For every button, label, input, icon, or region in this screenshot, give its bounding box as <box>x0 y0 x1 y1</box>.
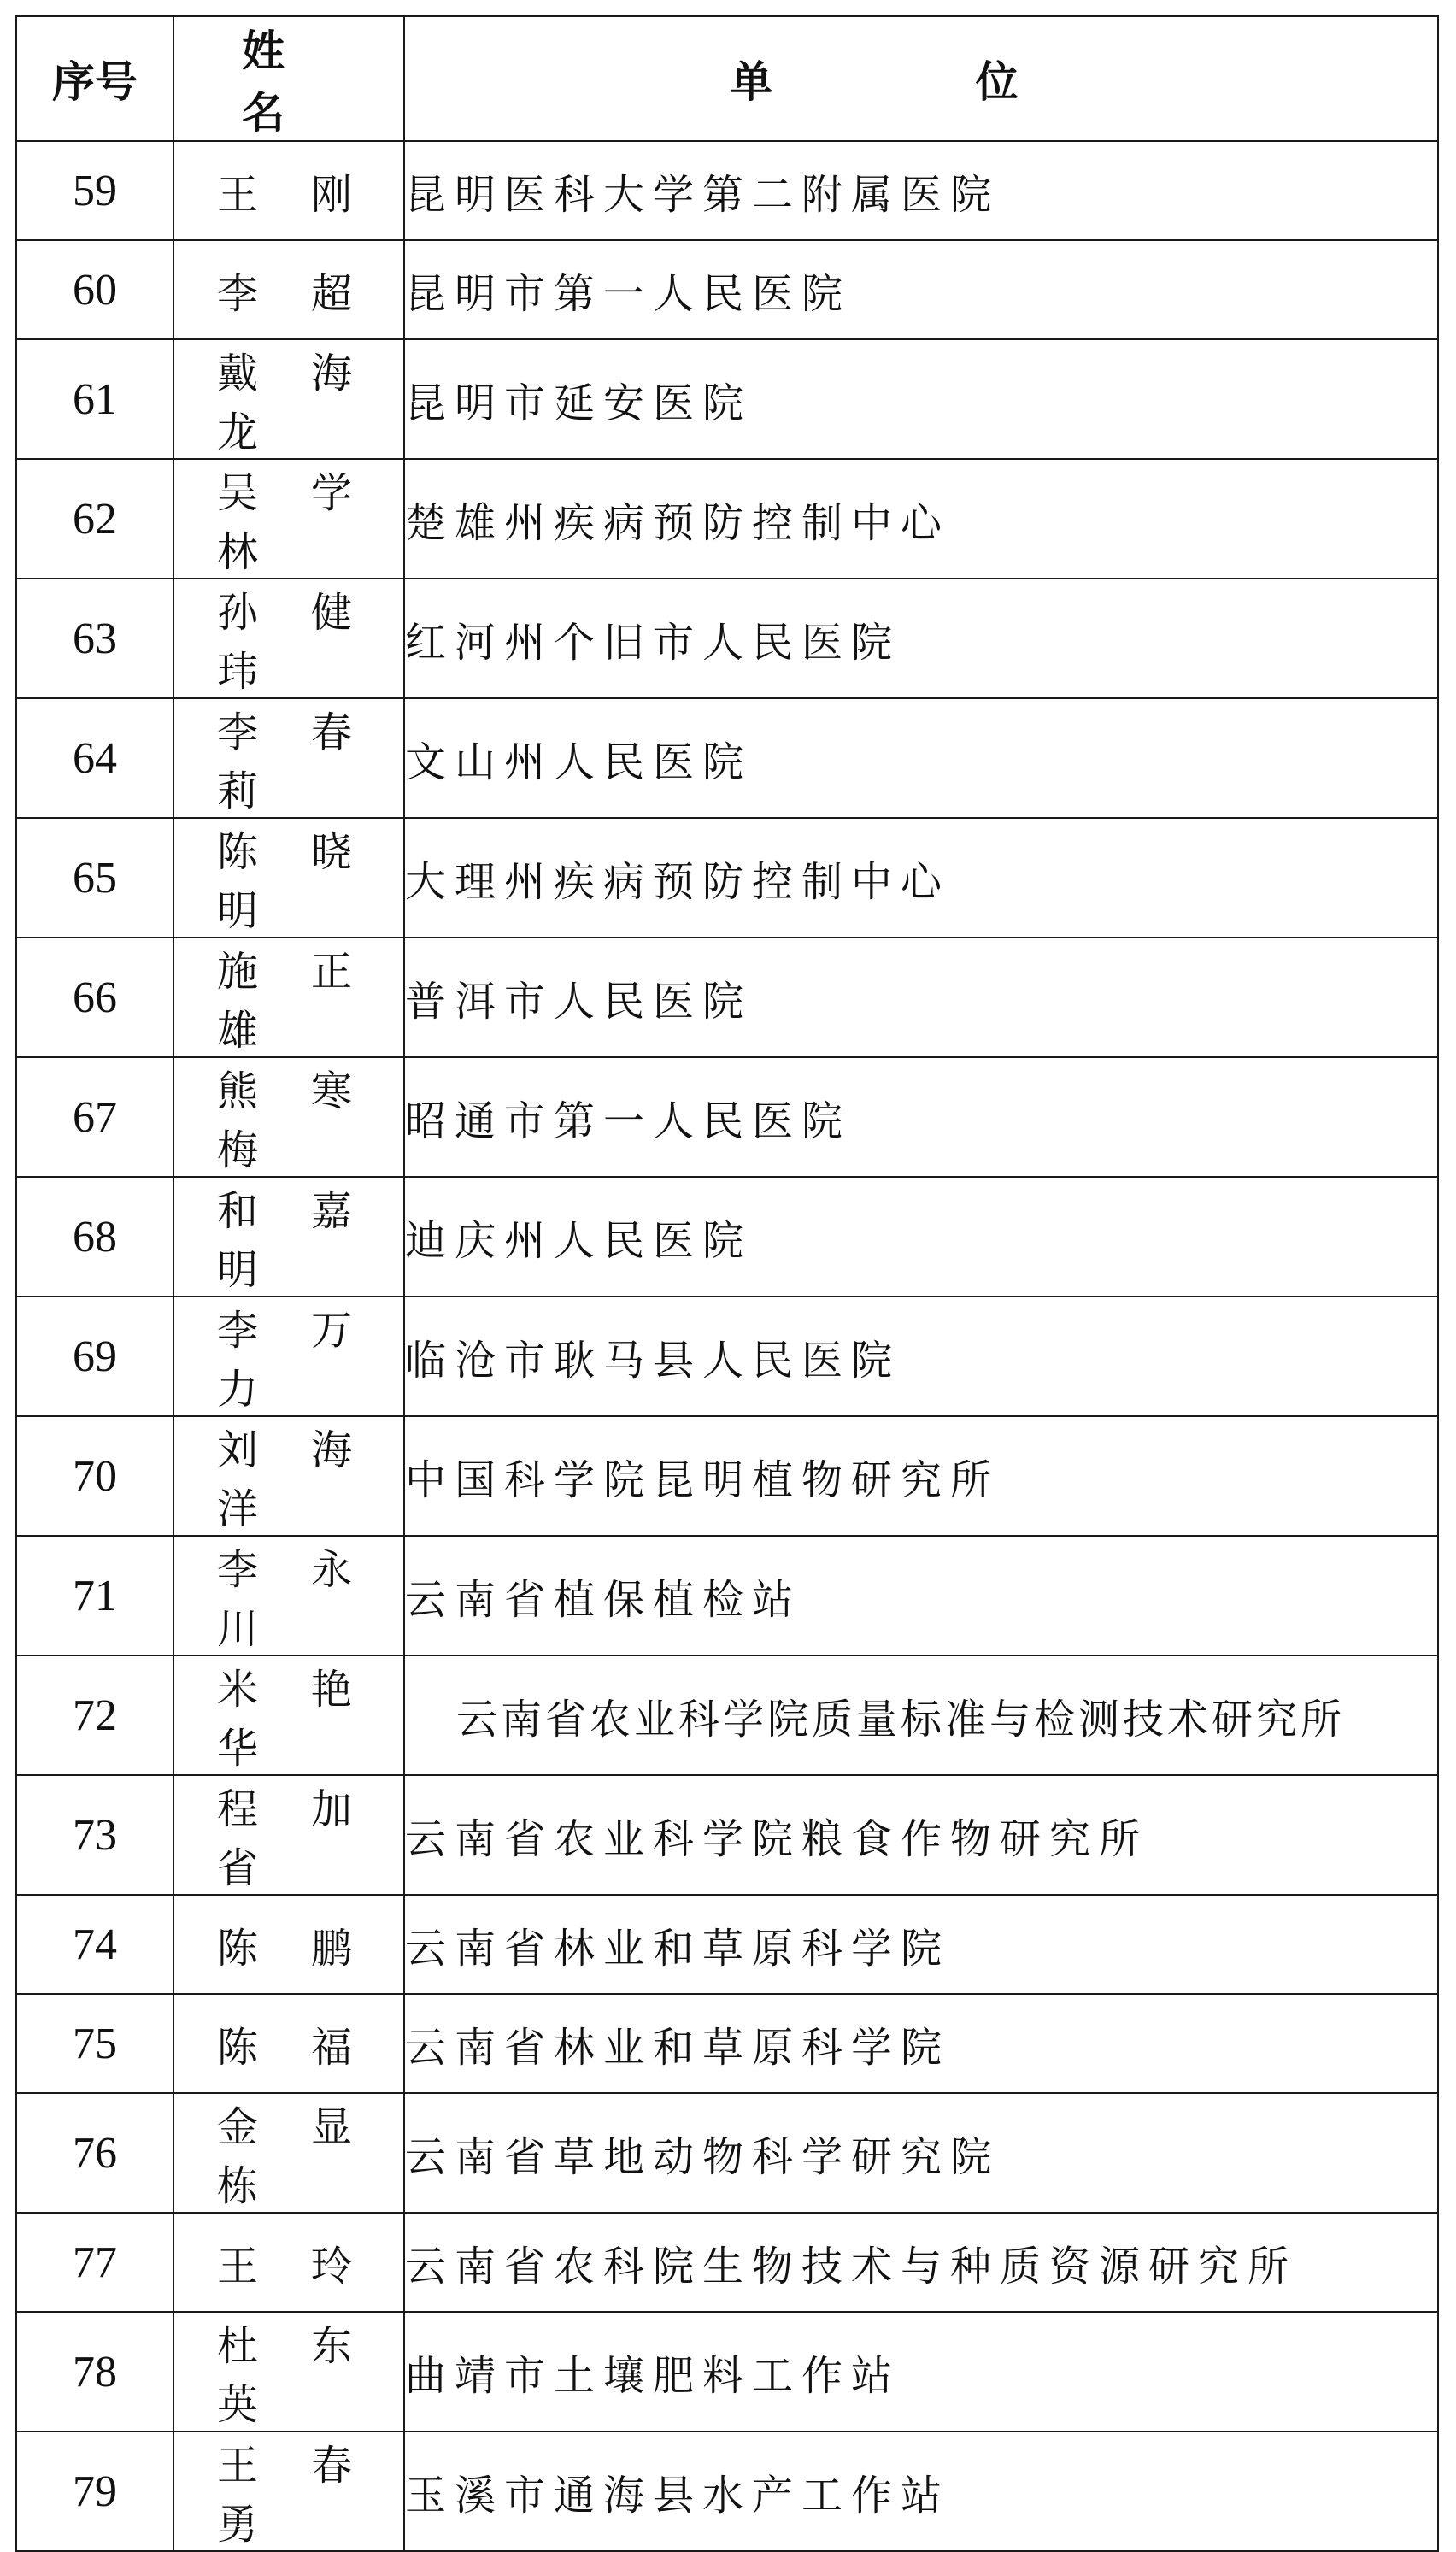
table-row <box>16 1177 1438 1297</box>
unit-cell: 昆明医科大学第二附属医院 <box>404 141 1438 240</box>
name-text: 李永川 <box>217 1546 361 1653</box>
table-row <box>16 818 1438 938</box>
name-cell <box>173 1895 404 1994</box>
name-cell <box>173 579 404 698</box>
name-text: 熊寒梅 <box>217 1067 361 1174</box>
table-row <box>16 240 1438 339</box>
serial-number-cell: 61 <box>16 339 173 459</box>
name-text: 米艳华 <box>217 1666 361 1773</box>
name-text: 王 玲 <box>217 2242 361 2290</box>
name-cell <box>173 2431 404 2551</box>
unit-cell: 曲靖市土壤肥料工作站 <box>404 2312 1438 2431</box>
name-cell <box>173 141 404 240</box>
header-row <box>16 16 1438 141</box>
name-text: 戴海龙 <box>217 350 361 456</box>
name-text: 程加省 <box>217 1785 361 1892</box>
unit-cell: 云南省农科院生物技术与种质资源研究所 <box>404 2213 1438 2312</box>
unit-cell: 临沧市耿马县人民医院 <box>404 1297 1438 1416</box>
unit-cell: 红河州个旧市人民医院 <box>404 579 1438 698</box>
unit-cell: 迪庆州人民医院 <box>404 1177 1438 1297</box>
table-row <box>16 2312 1438 2431</box>
table-row <box>16 1057 1438 1177</box>
unit-cell: 中国科学院昆明植物研究所 <box>404 1416 1438 1536</box>
table-row <box>16 698 1438 818</box>
table-header <box>16 16 1438 141</box>
name-cell <box>173 1177 404 1297</box>
serial-number-cell: 64 <box>16 698 173 818</box>
name-cell <box>173 2213 404 2312</box>
header-unit: 单 位 <box>404 16 1438 141</box>
name-cell <box>173 1536 404 1655</box>
table-row <box>16 579 1438 698</box>
unit-cell: 楚雄州疾病预防控制中心 <box>404 459 1438 579</box>
unit-cell: 昆明市第一人民医院 <box>404 240 1438 339</box>
name-text: 施正雄 <box>217 948 361 1055</box>
table-row <box>16 938 1438 1057</box>
unit-cell: 昆明市延安医院 <box>404 339 1438 459</box>
name-text: 刘海洋 <box>217 1426 361 1533</box>
name-text: 金显栋 <box>217 2103 361 2210</box>
serial-number-cell: 72 <box>16 1655 173 1775</box>
name-text: 和嘉明 <box>217 1187 361 1294</box>
name-text: 陈 鹏 <box>217 1924 361 1973</box>
table-row <box>16 1416 1438 1536</box>
name-cell <box>173 1416 404 1536</box>
name-text: 王 刚 <box>217 170 361 219</box>
table-row <box>16 339 1438 459</box>
name-text: 吴学林 <box>217 469 361 576</box>
name-cell <box>173 1057 404 1177</box>
name-text: 陈晓明 <box>217 828 361 935</box>
serial-number-cell: 77 <box>16 2213 173 2312</box>
name-text: 陈 福 <box>217 2023 361 2072</box>
table-row <box>16 1536 1438 1655</box>
table-body <box>16 141 1438 2551</box>
name-text: 孙健玮 <box>217 589 361 696</box>
serial-number-cell: 71 <box>16 1536 173 1655</box>
name-cell <box>173 818 404 938</box>
name-cell <box>173 2093 404 2213</box>
awardee-table <box>15 15 1439 2552</box>
table-row <box>16 1994 1438 2093</box>
serial-number-cell: 62 <box>16 459 173 579</box>
name-cell <box>173 1297 404 1416</box>
table-row <box>16 1895 1438 1994</box>
unit-cell: 昭通市第一人民医院 <box>404 1057 1438 1177</box>
serial-number-cell: 65 <box>16 818 173 938</box>
unit-cell: 文山州人民医院 <box>404 698 1438 818</box>
name-cell <box>173 339 404 459</box>
name-cell <box>173 1655 404 1775</box>
serial-number-cell: 79 <box>16 2431 173 2551</box>
serial-number-cell: 70 <box>16 1416 173 1536</box>
serial-number-cell: 75 <box>16 1994 173 2093</box>
name-text: 李春莉 <box>217 709 361 815</box>
name-text: 王春勇 <box>217 2442 361 2549</box>
table-row <box>16 2213 1438 2312</box>
header-name: 姓 名 <box>173 16 404 141</box>
table-row <box>16 1297 1438 1416</box>
unit-cell: 云南省林业和草原科学院 <box>404 1994 1438 2093</box>
name-cell <box>173 459 404 579</box>
unit-cell: 云南省植保植检站 <box>404 1536 1438 1655</box>
serial-number-cell: 67 <box>16 1057 173 1177</box>
serial-number-cell: 73 <box>16 1775 173 1895</box>
table-row <box>16 2431 1438 2551</box>
name-cell <box>173 1994 404 2093</box>
name-cell <box>173 698 404 818</box>
serial-number-cell: 69 <box>16 1297 173 1416</box>
name-cell <box>173 240 404 339</box>
name-text: 李万力 <box>217 1307 361 1414</box>
serial-number-cell: 60 <box>16 240 173 339</box>
serial-number-cell: 66 <box>16 938 173 1057</box>
header-serial-number: 序号 <box>16 16 173 141</box>
unit-cell: 云南省林业和草原科学院 <box>404 1895 1438 1994</box>
table-row <box>16 1655 1438 1775</box>
name-cell <box>173 1775 404 1895</box>
table-row <box>16 2093 1438 2213</box>
name-text: 李 超 <box>217 269 361 318</box>
serial-number-cell: 68 <box>16 1177 173 1297</box>
serial-number-cell: 74 <box>16 1895 173 1994</box>
serial-number-cell: 59 <box>16 141 173 240</box>
unit-cell: 云南省草地动物科学研究院 <box>404 2093 1438 2213</box>
serial-number-cell: 78 <box>16 2312 173 2431</box>
unit-cell: 玉溪市通海县水产工作站 <box>404 2431 1438 2551</box>
unit-cell: 普洱市人民医院 <box>404 938 1438 1057</box>
name-cell <box>173 938 404 1057</box>
serial-number-cell: 76 <box>16 2093 173 2213</box>
unit-cell: 云南省农业科学院粮食作物研究所 <box>404 1775 1438 1895</box>
table-row <box>16 1775 1438 1895</box>
table-row <box>16 459 1438 579</box>
serial-number-cell: 63 <box>16 579 173 698</box>
unit-cell: 云南省农业科学院质量标准与检测技术研究所 <box>404 1655 1438 1775</box>
unit-cell: 大理州疾病预防控制中心 <box>404 818 1438 938</box>
name-text: 杜东英 <box>217 2322 361 2429</box>
name-cell <box>173 2312 404 2431</box>
table-row <box>16 141 1438 240</box>
